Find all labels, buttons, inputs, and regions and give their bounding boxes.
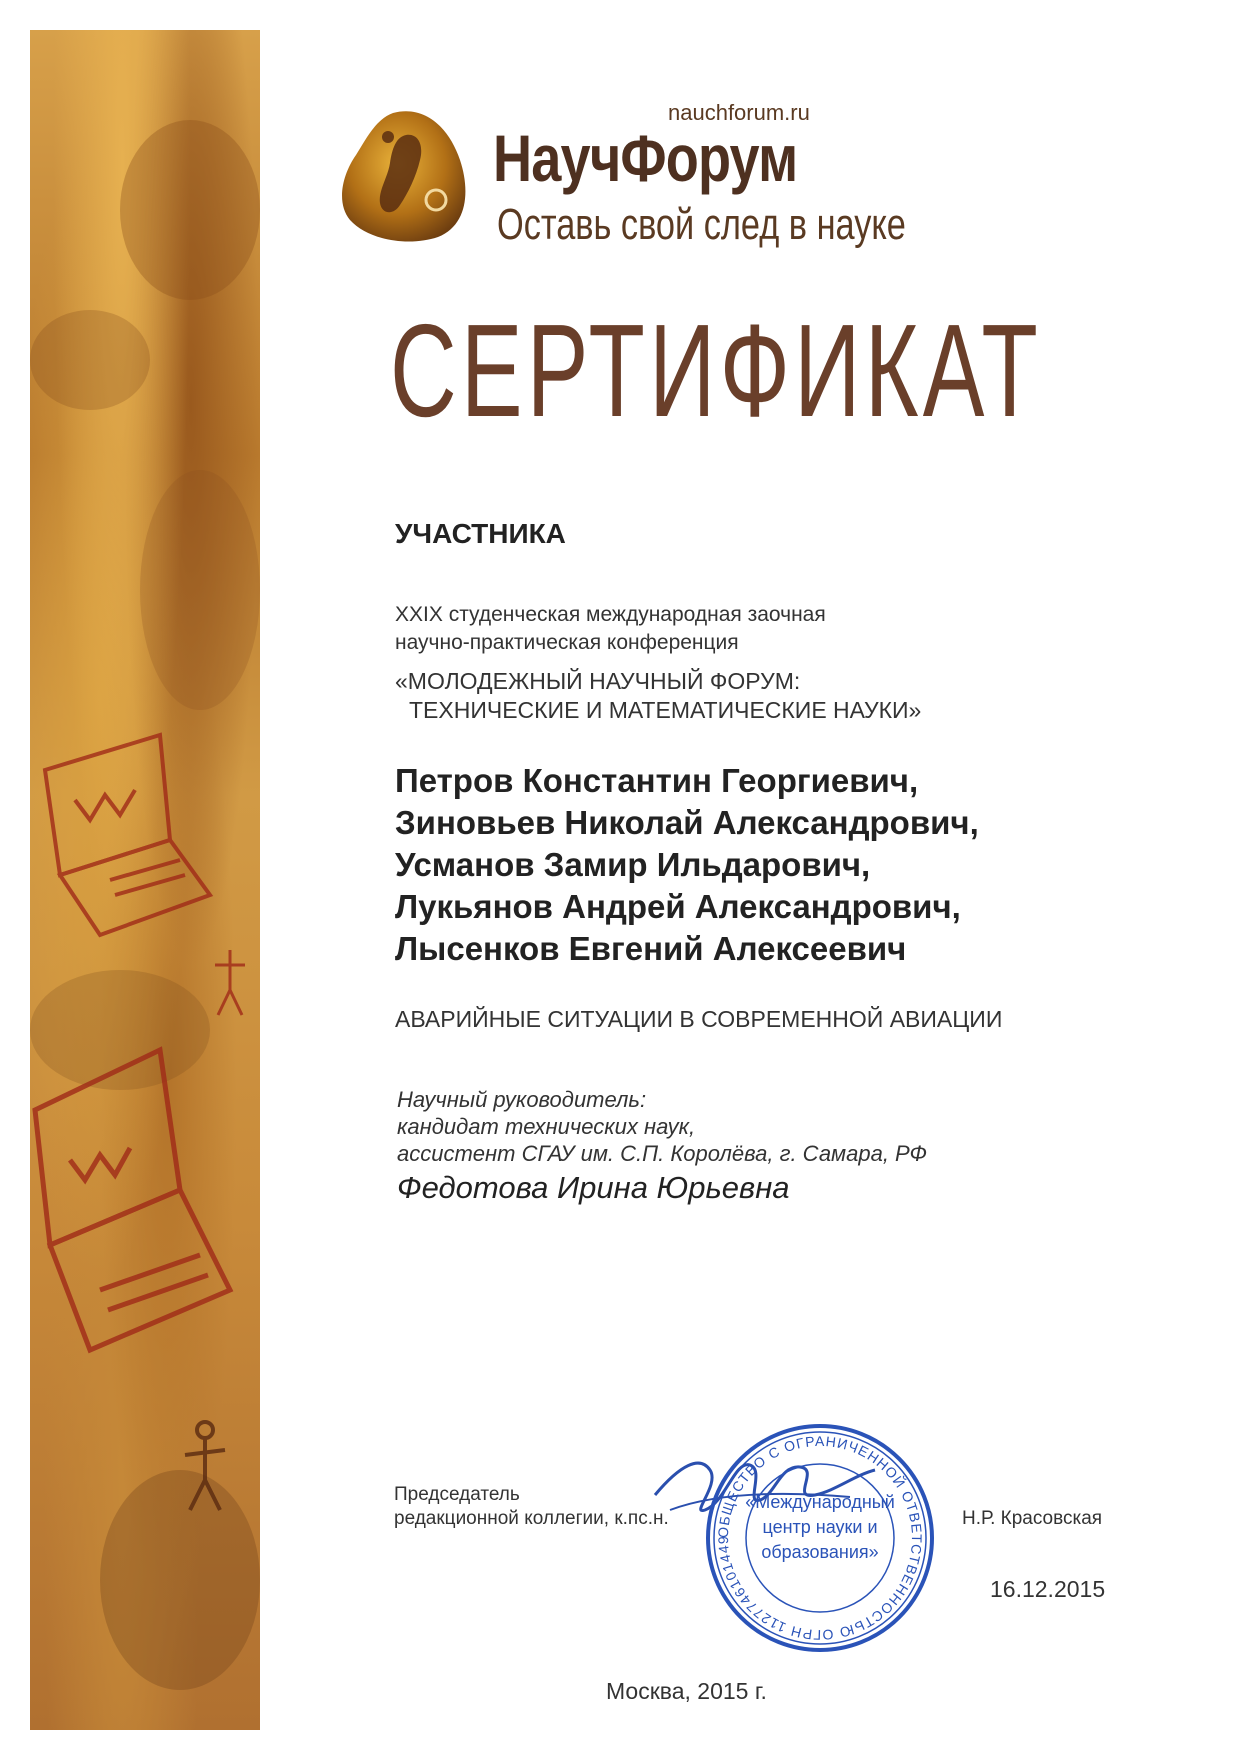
certificate-title: СЕРТИФИКАТ — [390, 297, 1043, 444]
decorative-banner — [30, 30, 260, 1730]
conference-line-1: XXIX студенческая международная заочная — [395, 603, 826, 626]
supervisor-name: Федотова Ирина Юрьевна — [397, 1170, 790, 1205]
certificate-subtitle: УЧАСТНИКА — [395, 518, 566, 549]
stamp-ring-text: ОБЩЕСТВО С ОГРАНИЧЕННОЙ ОТВЕТСТВЕННОСТЬЮ ОГРН 1127746101449 — [714, 1432, 926, 1644]
issue-date: 16.12.2015 — [990, 1576, 1106, 1602]
logo-slogan: Оставь свой след в науке — [497, 200, 906, 249]
paper-topic: АВАРИЙНЫЕ СИТУАЦИИ В СОВРЕМЕННОЙ АВИАЦИИ — [395, 1006, 1003, 1032]
logo-url: nauchforum.ru — [668, 100, 810, 125]
supervisor-degree: кандидат технических наук, — [397, 1114, 696, 1139]
conference-name-line-1: «МОЛОДЕЖНЫЙ НАУЧНЫЙ ФОРУМ: — [395, 668, 801, 694]
footprint-logo-icon — [338, 105, 473, 245]
author-name: Усманов Замир Ильдарович, — [395, 846, 871, 883]
author-name: Зиновьев Николай Александрович, — [395, 804, 979, 841]
footer-place-year: Москва, 2015 г. — [606, 1678, 767, 1704]
stamp-center-line-2: центр науки и — [762, 1517, 878, 1537]
chair-title-line-2: редакционной коллегии, к.пс.н. — [394, 1508, 669, 1529]
author-name: Лукьянов Андрей Александрович, — [395, 888, 961, 925]
authors-list — [395, 760, 979, 970]
author-name: Лысенков Евгений Алексеевич — [395, 930, 907, 967]
logo-brand-name: НаучФорум — [493, 121, 798, 195]
chair-title-line-1: Председатель — [394, 1484, 520, 1505]
supervisor-position: ассистент СГАУ им. С.П. Королёва, г. Самара, РФ — [397, 1141, 927, 1166]
chair-name: Н.Р. Красовская — [962, 1508, 1103, 1529]
author-name: Петров Константин Георгиевич, — [395, 762, 919, 799]
conference-name-line-2: ТЕХНИЧЕСКИЕ И МАТЕМАТИЧЕСКИЕ НАУКИ» — [409, 697, 922, 723]
stamp-center-text — [700, 1490, 940, 1565]
supervisor-role: Научный руководитель: — [397, 1087, 647, 1112]
rock-art-illustration — [30, 30, 260, 1730]
official-stamp — [700, 1418, 940, 1658]
stamp-center-line-3: образования» — [761, 1542, 879, 1562]
stamp-center-line-1: «Международный — [745, 1492, 895, 1512]
conference-line-2: научно-практическая конференция — [395, 631, 739, 654]
